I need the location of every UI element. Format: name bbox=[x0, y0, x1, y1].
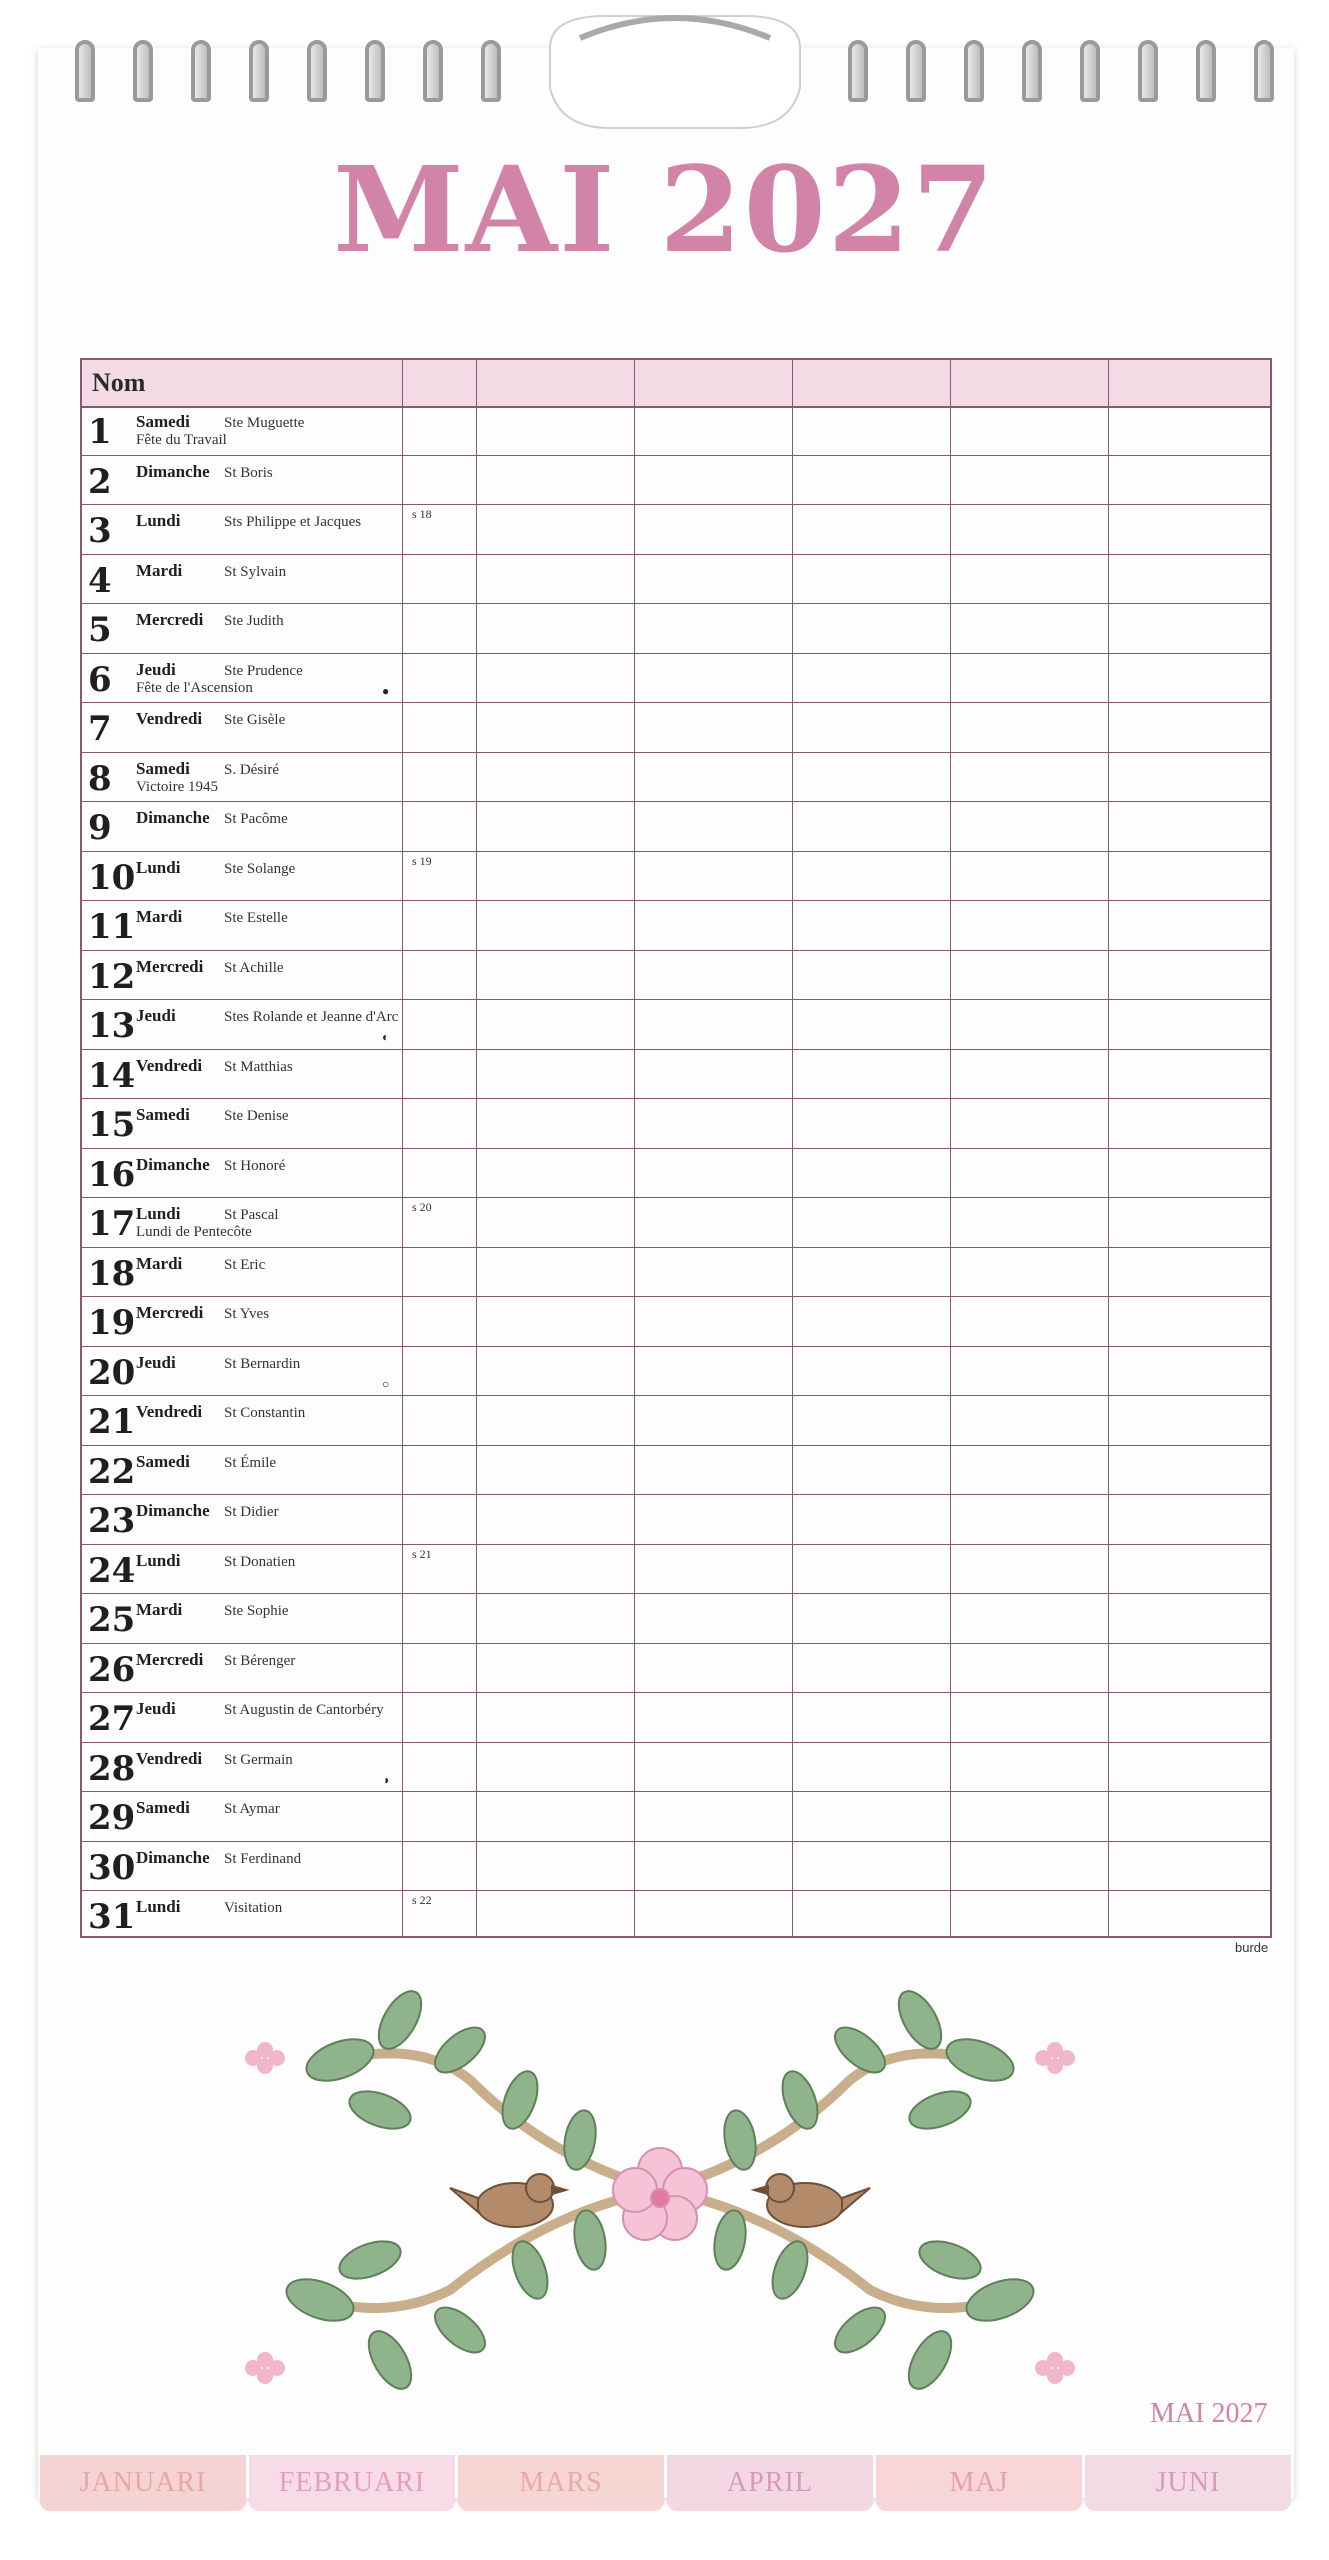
month-tab[interactable]: APRIL bbox=[667, 2455, 873, 2511]
day-number: 26 bbox=[88, 1649, 136, 1690]
day-number: 12 bbox=[88, 956, 136, 997]
day-row[interactable] bbox=[82, 1743, 1270, 1793]
saint-name: Ste Muguette bbox=[224, 415, 305, 431]
saint-name: Visitation bbox=[224, 1900, 283, 1916]
month-tab[interactable]: MAJ bbox=[876, 2455, 1082, 2511]
day-row[interactable] bbox=[82, 1149, 1270, 1199]
weekday-name: Lundi bbox=[136, 857, 181, 877]
weekday-name: Samedi bbox=[136, 1451, 190, 1471]
moon-phase-icon: ◐ bbox=[382, 1030, 390, 1044]
spiral-ring bbox=[848, 40, 868, 102]
spiral-ring bbox=[365, 40, 385, 102]
saint-name: St Achille bbox=[224, 959, 284, 976]
spiral-ring bbox=[249, 40, 269, 102]
weekday-name: Lundi bbox=[136, 1204, 181, 1223]
saint-name: St Émile bbox=[224, 1454, 277, 1471]
saint-name: St Ferdinand bbox=[224, 1850, 302, 1867]
weekday-name: Vendredi bbox=[136, 1402, 203, 1421]
day-row[interactable] bbox=[82, 1446, 1270, 1496]
saint-name: Ste Sophie bbox=[224, 1603, 289, 1619]
footer-month-label: MAI 2027 bbox=[1150, 2398, 1268, 2429]
day-row[interactable] bbox=[82, 1495, 1270, 1545]
saint-name: St Donatien bbox=[224, 1553, 296, 1570]
saint-name: St Eric bbox=[224, 1256, 266, 1273]
day-number: 21 bbox=[88, 1402, 136, 1442]
month-tab[interactable]: JUNI bbox=[1085, 2455, 1291, 2511]
saint-name: Ste Estelle bbox=[224, 910, 288, 926]
day-number: 20 bbox=[88, 1352, 136, 1393]
holiday-label: Victoire 1945 bbox=[136, 778, 218, 795]
spiral-ring bbox=[1196, 40, 1216, 102]
bird-branch-illustration bbox=[220, 1990, 1100, 2410]
bird-icon bbox=[754, 2174, 870, 2227]
weekday-name: Vendredi bbox=[136, 1748, 203, 1768]
weekday-name: Lundi bbox=[136, 511, 181, 530]
saint-name: Ste Gisèle bbox=[224, 712, 286, 728]
day-row[interactable] bbox=[82, 456, 1270, 506]
day-row[interactable] bbox=[82, 1693, 1270, 1743]
saint-name: St Honoré bbox=[224, 1157, 286, 1174]
day-number: 17 bbox=[88, 1204, 136, 1244]
spiral-ring bbox=[1080, 40, 1100, 102]
weekday-name: Samedi bbox=[136, 758, 190, 778]
moon-phase-icon: ● bbox=[382, 683, 390, 698]
weekday-name: Jeudi bbox=[136, 1006, 176, 1025]
saint-name: Stes Rolande et Jeanne d'Arc bbox=[224, 1009, 399, 1025]
saint-name: St Pacôme bbox=[224, 811, 288, 827]
holiday-label: Lundi de Pentecôte bbox=[136, 1224, 252, 1240]
weekday-name: Vendredi bbox=[136, 1055, 203, 1075]
weekday-name: Mardi bbox=[136, 907, 183, 926]
saint-name: St Pascal bbox=[224, 1207, 279, 1223]
day-row[interactable] bbox=[82, 1792, 1270, 1842]
day-number: 9 bbox=[88, 808, 112, 848]
day-number: 11 bbox=[88, 907, 136, 947]
day-number: 3 bbox=[88, 511, 112, 551]
saint-name: Ste Denise bbox=[224, 1108, 289, 1124]
spiral-ring bbox=[133, 40, 153, 102]
day-number: 2 bbox=[88, 461, 112, 502]
spiral-ring bbox=[481, 40, 501, 102]
saint-name: St Augustin de Cantorbéry bbox=[224, 1702, 384, 1718]
day-row[interactable] bbox=[82, 1050, 1270, 1100]
day-row[interactable] bbox=[82, 1396, 1270, 1446]
blossom-icon bbox=[613, 2148, 707, 2240]
day-number: 1 bbox=[88, 412, 112, 452]
day-row[interactable] bbox=[82, 1545, 1270, 1595]
day-number: 29 bbox=[88, 1798, 136, 1838]
day-row[interactable] bbox=[82, 1594, 1270, 1644]
saint-name: St Matthias bbox=[224, 1058, 293, 1075]
day-number: 30 bbox=[88, 1847, 136, 1888]
weekday-name: Vendredi bbox=[136, 709, 203, 728]
saint-name: St Bérenger bbox=[224, 1652, 296, 1669]
weekday-name: Dimanche bbox=[136, 808, 210, 827]
moon-phase-icon: ○ bbox=[382, 1376, 390, 1391]
weekday-name: Dimanche bbox=[136, 1847, 210, 1867]
month-tab[interactable]: MARS bbox=[458, 2455, 664, 2511]
name-column-label: Nom bbox=[92, 368, 146, 397]
weekday-name: Jeudi bbox=[136, 1352, 176, 1372]
saint-name: Ste Judith bbox=[224, 613, 284, 629]
family-planner-grid bbox=[80, 358, 1272, 1938]
day-number: 31 bbox=[88, 1897, 136, 1937]
spiral-ring bbox=[191, 40, 211, 102]
day-number: 18 bbox=[88, 1253, 136, 1294]
day-row[interactable] bbox=[82, 654, 1270, 704]
week-number: s 22 bbox=[412, 1893, 432, 1907]
day-row[interactable] bbox=[82, 1347, 1270, 1397]
spiral-ring bbox=[964, 40, 984, 102]
saint-name: St Yves bbox=[224, 1306, 270, 1322]
month-tab[interactable]: JANUARI bbox=[40, 2455, 246, 2511]
saint-name: St Sylvain bbox=[224, 563, 287, 580]
saint-name: Ste Prudence bbox=[224, 662, 303, 679]
day-number: 22 bbox=[88, 1451, 136, 1492]
day-row[interactable] bbox=[82, 1842, 1270, 1892]
saint-name: St Boris bbox=[224, 464, 273, 481]
holiday-label: Fête de l'Ascension bbox=[136, 679, 253, 696]
saint-name: St Didier bbox=[224, 1504, 279, 1520]
hanger-cutout bbox=[540, 8, 810, 138]
saint-name: St Constantin bbox=[224, 1405, 306, 1421]
saint-name: Ste Solange bbox=[224, 860, 296, 877]
day-row[interactable] bbox=[82, 703, 1270, 753]
day-row[interactable] bbox=[82, 1198, 1270, 1248]
saint-name: St Germain bbox=[224, 1751, 293, 1768]
day-number: 23 bbox=[88, 1501, 136, 1541]
saint-name: St Aymar bbox=[224, 1801, 280, 1817]
day-row[interactable] bbox=[82, 1099, 1270, 1149]
weekday-name: Lundi bbox=[136, 1897, 181, 1916]
weekday-name: Mardi bbox=[136, 1253, 183, 1273]
day-number: 19 bbox=[88, 1303, 136, 1343]
weekday-name: Jeudi bbox=[136, 1699, 176, 1718]
weekday-name: Mercredi bbox=[136, 610, 204, 629]
weekday-name: Dimanche bbox=[136, 1154, 210, 1174]
spiral-ring bbox=[423, 40, 443, 102]
holiday-label: Fête du Travail bbox=[136, 432, 227, 448]
day-row[interactable] bbox=[82, 1248, 1270, 1298]
spiral-ring bbox=[1254, 40, 1274, 102]
day-number: 24 bbox=[88, 1550, 136, 1591]
weekday-name: Mercredi bbox=[136, 1303, 204, 1322]
day-row[interactable] bbox=[82, 753, 1270, 803]
brand-label: burde bbox=[1235, 1940, 1269, 1955]
weekday-name: Lundi bbox=[136, 1550, 181, 1570]
month-tab[interactable]: FEBRUARI bbox=[249, 2455, 455, 2511]
week-number: s 20 bbox=[412, 1200, 432, 1214]
weekday-name: Jeudi bbox=[136, 659, 176, 679]
day-number: 14 bbox=[88, 1055, 136, 1096]
saint-name: Sts Philippe et Jacques bbox=[224, 514, 362, 530]
weekday-name: Mardi bbox=[136, 560, 183, 580]
day-row[interactable] bbox=[82, 1644, 1270, 1694]
saint-name: S. Désiré bbox=[224, 761, 279, 778]
day-number: 25 bbox=[88, 1600, 136, 1640]
spiral-ring bbox=[307, 40, 327, 102]
day-row[interactable] bbox=[82, 406, 1270, 456]
weekday-name: Dimanche bbox=[136, 461, 210, 481]
spiral-ring bbox=[75, 40, 95, 102]
day-number: 15 bbox=[88, 1105, 136, 1145]
day-number: 7 bbox=[88, 709, 112, 749]
weekday-name: Dimanche bbox=[136, 1501, 210, 1520]
day-number: 4 bbox=[88, 560, 112, 601]
day-row[interactable] bbox=[82, 1891, 1270, 1941]
day-row[interactable] bbox=[82, 555, 1270, 605]
day-row[interactable] bbox=[82, 852, 1270, 902]
month-tabs bbox=[40, 2455, 1290, 2513]
day-row[interactable] bbox=[82, 604, 1270, 654]
weekday-name: Mardi bbox=[136, 1600, 183, 1619]
bird-icon bbox=[450, 2174, 566, 2227]
week-number: s 19 bbox=[412, 853, 432, 868]
spiral-ring bbox=[1138, 40, 1158, 102]
weekday-name: Samedi bbox=[136, 1105, 190, 1124]
day-number: 6 bbox=[88, 659, 112, 700]
day-number: 16 bbox=[88, 1154, 136, 1195]
day-row[interactable] bbox=[82, 1000, 1270, 1050]
page-title: MAI 2027 bbox=[333, 140, 996, 279]
weekday-name: Samedi bbox=[136, 1798, 190, 1817]
day-number: 28 bbox=[88, 1748, 136, 1789]
day-number: 8 bbox=[88, 758, 112, 799]
day-number: 10 bbox=[88, 857, 136, 898]
spiral-ring bbox=[906, 40, 926, 102]
weekday-name: Samedi bbox=[136, 412, 190, 431]
day-number: 27 bbox=[88, 1699, 136, 1739]
weekday-name: Mercredi bbox=[136, 956, 204, 976]
grid-header bbox=[82, 360, 1270, 408]
week-number: s 21 bbox=[412, 1546, 432, 1561]
day-number: 5 bbox=[88, 610, 112, 650]
saint-name: St Bernardin bbox=[224, 1355, 301, 1372]
day-row[interactable] bbox=[82, 901, 1270, 951]
day-row[interactable] bbox=[82, 802, 1270, 852]
weekday-name: Mercredi bbox=[136, 1649, 204, 1669]
day-row[interactable] bbox=[82, 951, 1270, 1001]
moon-phase-icon: ◑ bbox=[382, 1772, 390, 1787]
spiral-ring bbox=[1022, 40, 1042, 102]
day-row[interactable] bbox=[82, 1297, 1270, 1347]
day-row[interactable] bbox=[82, 505, 1270, 555]
week-number: s 18 bbox=[412, 507, 432, 521]
day-number: 13 bbox=[88, 1006, 136, 1046]
